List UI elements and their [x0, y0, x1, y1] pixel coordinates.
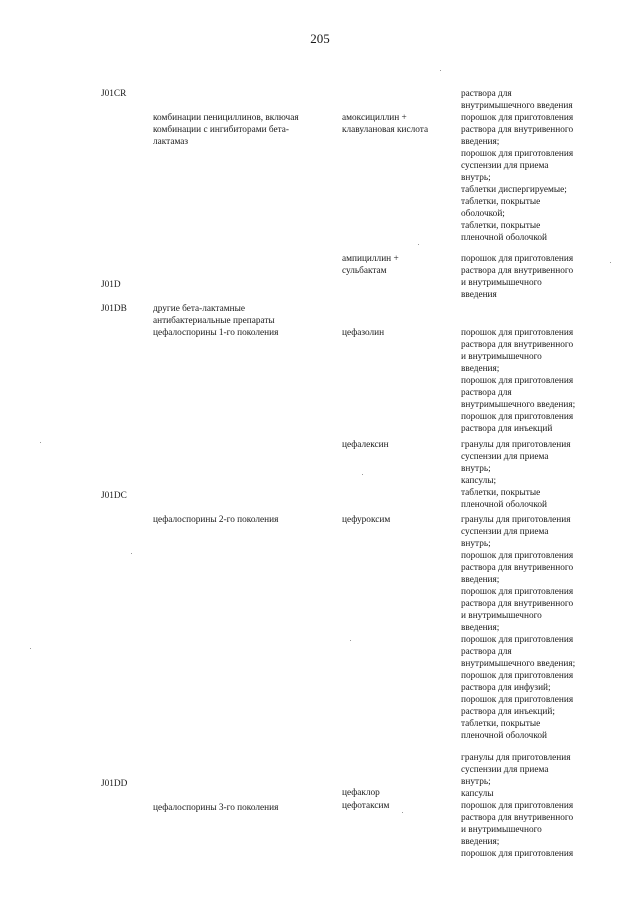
scan-speck [610, 262, 611, 263]
dosage-forms: порошок для приготовления раствора для внутривенного и внутримышечного введения [461, 254, 574, 300]
drug-name: цефуроксим [342, 515, 391, 525]
dosage-forms: гранулы для приготовления суспензии для приема внутрь; капсулы [461, 753, 571, 799]
group-name: цефалоспорины 1-го поколения [153, 328, 279, 338]
drug-name: цефалексин [342, 440, 389, 450]
scan-speck [362, 474, 363, 475]
atc-code: J01D [101, 280, 121, 290]
dosage-forms: гранулы для приготовления суспензии для приема внутрь; порошок для приготовления раствора для внутривенного введения; порошок для приготовления раствора для внутривенного и внутримышечного введения; порошок для приготовления раствора для внутримышечного введения; порошок для приготовления раствора для инфузий; порошок для приготовления раствора для инъекций; таблетки, покрытые пленочной оболочкой [461, 515, 576, 741]
drug-name: цефотаксим [342, 801, 390, 811]
scan-speck [440, 70, 441, 71]
dosage-forms: раствора для внутримышечного введения порошок для приготовления раствора для внутривенного введения; порошок для приготовления суспензии для приема внутрь; таблетки диспергируемые; таблетки, покрытые оболочкой; таблетки, покрытые пленочной оболочкой [461, 89, 574, 243]
dosage-forms: порошок для приготовления раствора для внутривенного и внутримышечного введения; порошок для приготовления [461, 801, 574, 859]
atc-code: J01DD [101, 779, 128, 789]
scan-speck [350, 640, 351, 641]
scan-speck [30, 648, 31, 649]
drug-name: амоксициллин + клавулановая кислота [342, 113, 429, 135]
dosage-forms: гранулы для приготовления суспензии для приема внутрь; капсулы; таблетки, покрытые пленочной оболочкой [461, 440, 571, 510]
scan-speck [131, 553, 132, 554]
atc-code: J01DB [101, 304, 127, 314]
group-name: другие бета-лактамные антибактериальные препараты [153, 304, 275, 326]
atc-code: J01CR [101, 89, 127, 99]
group-name: цефалоспорины 2-го поколения [153, 515, 279, 525]
page-number: 205 [310, 31, 330, 46]
drug-name: ампициллин + сульбактам [342, 254, 399, 276]
drug-name: цефазолин [342, 328, 385, 338]
group-name: комбинации пенициллинов, включая комбинации с ингибиторами бета- лактамаз [153, 113, 299, 147]
group-name: цефалоспорины 3-го поколения [153, 803, 279, 813]
dosage-forms: порошок для приготовления раствора для внутривенного и внутримышечного введения; порошок для приготовления раствора для внутримышечного введения; порошок для приготовления раствора для инъекций [461, 328, 576, 434]
drug-name: цефаклор [342, 788, 380, 798]
atc-code: J01DC [101, 491, 127, 501]
scan-speck [402, 812, 403, 813]
scan-speck [40, 442, 41, 443]
scan-speck [418, 244, 419, 245]
